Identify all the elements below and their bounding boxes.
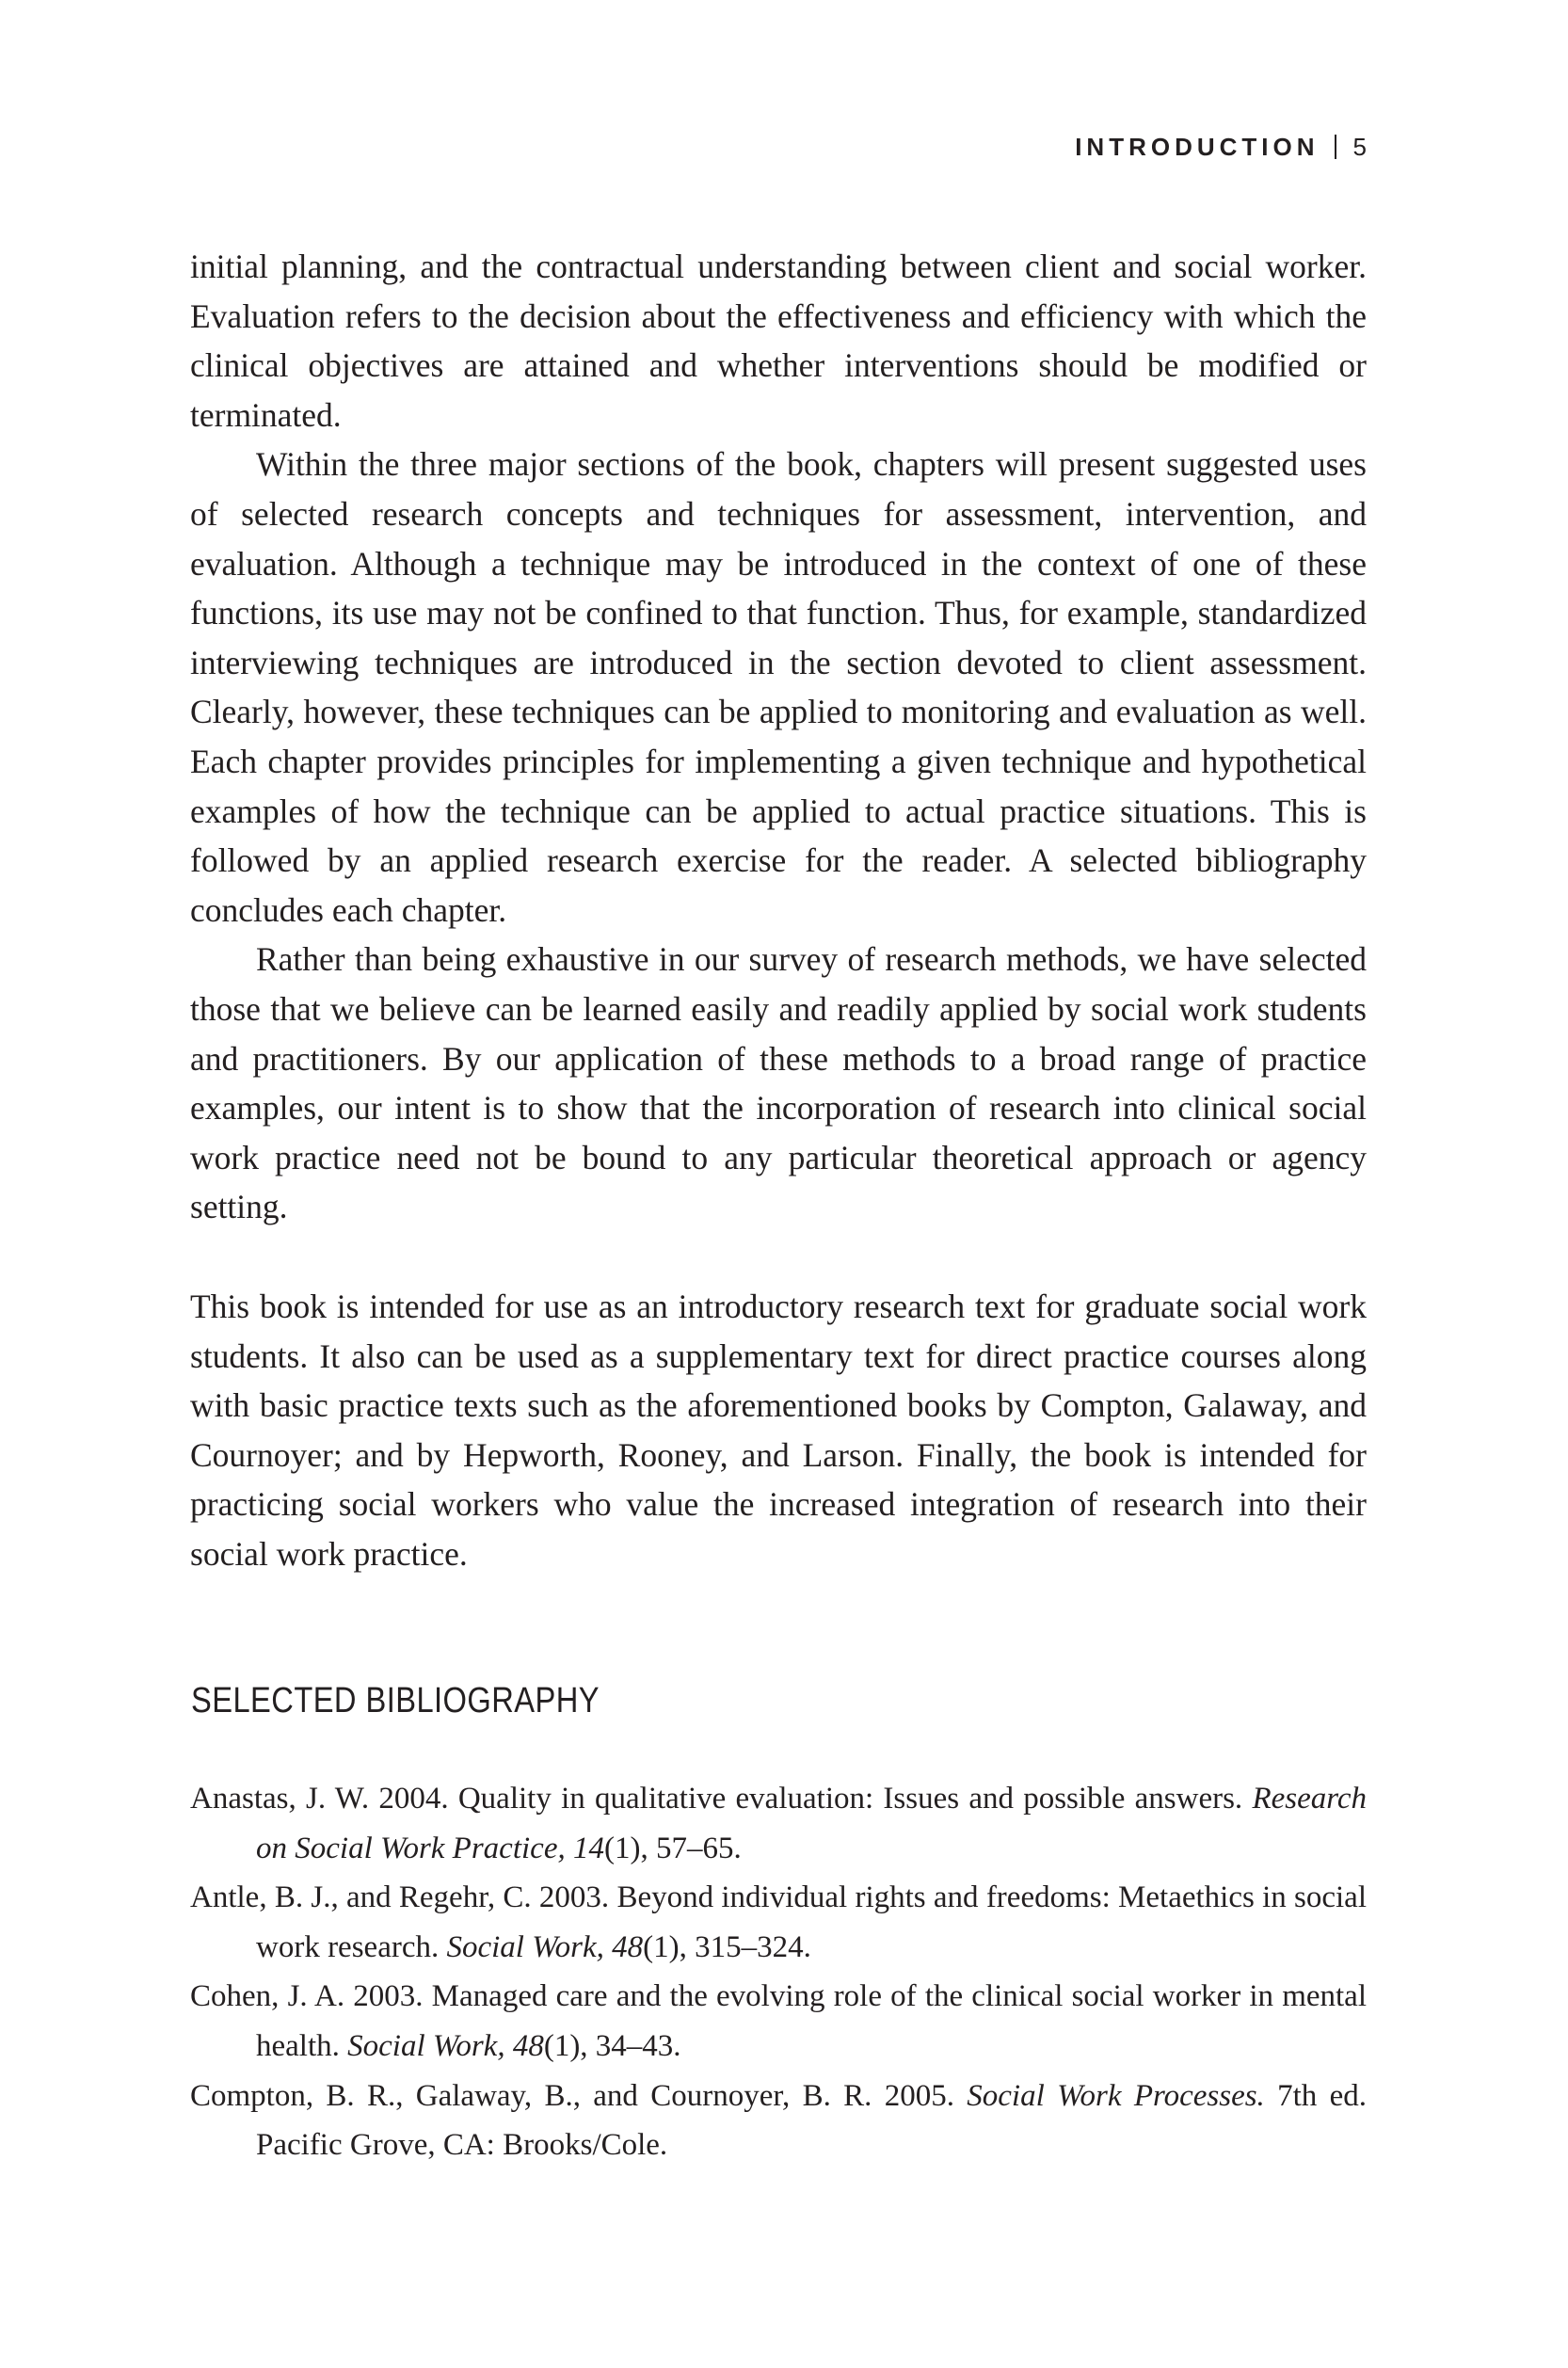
entry-citation: Anastas, J. W. 2004. Quality in qualitative evaluation: Issues and possible answers. bbox=[190, 1782, 1253, 1816]
entry-journal: Social Work, bbox=[446, 1929, 613, 1964]
entry-pages: (1), 57–65. bbox=[603, 1831, 742, 1865]
bibliography-list bbox=[190, 1774, 1367, 2170]
entry-volume: 48 bbox=[512, 2028, 544, 2063]
bibliography-heading: SELECTED BIBLIOGRAPHY bbox=[191, 1681, 600, 1720]
entry-book-title: Social Work Processes. bbox=[967, 2078, 1265, 2113]
entry-citation: Antle, B. J., and Regehr, C. 2003. Beyond individual rights and freedoms: Metaethics in social work research. bbox=[190, 1880, 1367, 1964]
entry-pages: (1), 34–43. bbox=[543, 2028, 681, 2063]
running-head bbox=[1075, 130, 1367, 164]
bibliography-entry bbox=[190, 1774, 1367, 1873]
running-head-separator bbox=[1335, 135, 1336, 159]
bibliography-entry bbox=[190, 2072, 1367, 2170]
paragraph: Rather than being exhaustive in our survey of research methods, we have selected those that we believe can be learned easily and readily applied by social work students and practitioners. By our application of these methods to a broad range of practice examples, our intent is to show that the incorporation of research into clinical social work practice need not be bound to any particular theoretical approach or agency setting. bbox=[190, 940, 1367, 1226]
running-head-section: INTRODUCTION bbox=[1075, 133, 1320, 161]
entry-journal: Research on Social Work Practice, bbox=[256, 1782, 1367, 1865]
entry-volume: 48 bbox=[612, 1929, 644, 1964]
entry-volume: 14 bbox=[572, 1831, 604, 1865]
bibliography-entry bbox=[190, 1972, 1367, 2071]
page-number: 5 bbox=[1352, 133, 1367, 161]
paragraph: Within the three major sections of the book, chapters will present suggested uses of selected research concepts and techniques for assessment, intervention, and evaluation. Although a technique may be introduced in the context of one of these functions, its use may not be confined to that function. Thus, for example, standardized interviewing techniques are introduced in the section devoted to client assessment. Clearly, however, these techniques can be applied to monitoring and evaluation as well. Each chapter provides principles for implementing a given technique and hypothetical examples of how the technique can be applied to actual practice situations. This is followed by an applied research exercise for the reader. A selected bibliography concludes each chapter. bbox=[190, 445, 1367, 929]
paragraph: This book is intended for use as an introductory research text for graduate social work students. It also can be used as a supplementary text for direct practice courses along with basic practice texts such as the aforementioned books by Compton, Galaway, and Cournoyer; and by Hepworth, Rooney, and Larson. Finally, the book is intended for practicing social workers who value the increased integration of research into their social work practice. bbox=[190, 1288, 1367, 1573]
body-text-section-2 bbox=[190, 1282, 1367, 1579]
entry-citation: Cohen, J. A. 2003. Managed care and the evolving role of the clinical social worker in mental health. bbox=[190, 1979, 1367, 2063]
entry-publisher: 7th ed. Pacific Grove, CA: Brooks/Cole. bbox=[256, 2078, 1367, 2163]
entry-journal: Social Work, bbox=[347, 2028, 513, 2063]
bibliography-entry bbox=[190, 1873, 1367, 1972]
paragraph: initial planning, and the contractual understanding between client and social worker. Evaluation refers to the decision about the effectiveness and efficiency with which the clinical objectives are attained and whether interventions should be modified or terminated. bbox=[190, 248, 1367, 434]
body-text-section-1 bbox=[190, 242, 1367, 1232]
entry-citation: Compton, B. R., Galaway, B., and Cournoyer, B. R. 2005. bbox=[190, 2078, 968, 2113]
entry-pages: (1), 315–324. bbox=[643, 1929, 811, 1964]
